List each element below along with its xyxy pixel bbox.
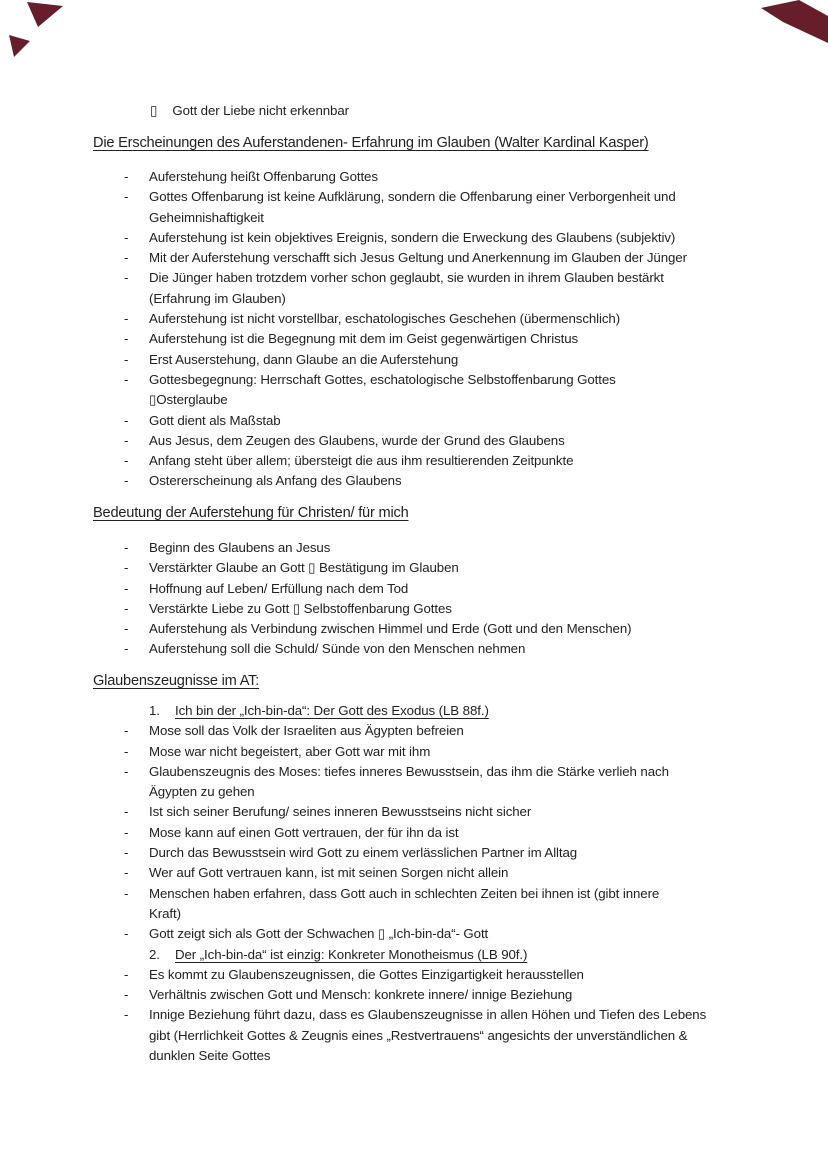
dash-bullet: - [124,560,129,576]
list-line [124,167,687,187]
dash-bullet: - [124,763,129,779]
line-text: Auferstehung ist die Begegnung mit dem im Geist gegenwärtigen Christus [149,331,579,347]
line-text: Auferstehung soll die Schuld/ Sünde von den Menschen nehmen [149,641,526,657]
item-number: 1. [149,703,160,718]
line-text: Geheimnishaftigkeit [149,209,264,225]
list-line [124,721,706,741]
dash-bullet: - [124,412,129,428]
list-line [124,823,706,843]
list-line [124,471,687,491]
line-text: Glaubenszeugnis des Moses: tiefes inneres Bewusstsein, das ihm die Stärke verlieh nach [149,763,669,779]
line-text: Ägypten zu gehen [149,784,255,800]
list-line [124,619,631,639]
list-line [124,431,687,451]
line-text: Auferstehung heißt Offenbarung Gottes [149,169,378,184]
list-line [124,762,706,782]
list-line [124,965,706,985]
line-text: Die Jünger haben trotzdem vorher schon geglaubt, sie wurden in ihrem Glauben bestärkt [149,270,664,286]
dash-bullet [124,208,149,228]
dash-bullet: - [124,311,129,327]
list-line [124,639,631,659]
missing-glyph-icon: ▯ [150,103,158,119]
line-text: Mit der Auferstehung verschafft sich Jesus Geltung und Anerkennung im Glauben der Jünger [149,250,687,266]
section-heading-glaubenszeugnisse: Glaubenszeugnisse im AT: [93,673,260,689]
bullet-list-erscheinungen [124,167,687,492]
bullet-list-glaubenszeugnisse [124,701,706,1066]
line-text: gibt (Herrlichkeit Gottes & Zeugnis eines „Restvertrauens“ angesichts der unverständlichen & [149,1027,688,1043]
line-text: Auferstehung ist kein objektives Ereignis, sondern die Erweckung des Glaubens (subjektiv) [149,229,676,245]
list-line [124,228,687,248]
line-text: Mose soll das Volk der Israeliten aus Ägypten befreien [149,723,464,739]
dash-bullet: - [124,845,129,861]
bullet-list-bedeutung [124,538,631,660]
line-text: Gott dient als Maßstab [149,412,281,428]
line-text: Hoffnung auf Leben/ Erfüllung nach dem Tod [149,580,409,596]
list-line [124,599,631,619]
list-line [124,289,687,309]
line-text: Auferstehung als Verbindung zwischen Himmel und Erde (Gott und den Menschen) [149,621,632,637]
dash-bullet [124,782,149,802]
photo-corner-mark-top-left-small [0,0,828,70]
list-line [124,370,687,390]
line-text: Mose war nicht begeistert, aber Gott war mit ihm [149,743,431,759]
list-line [124,1026,706,1046]
line-text: Kraft) [149,905,181,921]
list-line [124,782,706,802]
line-text: Gott zeigt sich als Gott der Schwachen ▯ „Ich-bin-da“- Gott [149,926,489,942]
list-line [124,248,687,268]
line-text: Der „Ich-bin-da“ ist einzig: Konkreter Monotheismus (LB 90f.) [175,946,528,962]
list-line [124,329,687,349]
dash-bullet: - [124,473,129,489]
line-text: Mose kann auf einen Gott vertrauen, der für ihn da ist [149,824,459,840]
list-line [124,985,706,1005]
list-line [124,208,687,228]
dash-bullet: - [124,432,129,448]
section-heading-bedeutung: Bedeutung der Auferstehung für Christen/ für mich [93,505,409,521]
dash-bullet: - [124,723,129,739]
line-text: Ist sich seiner Berufung/ seines inneren Bewusstseins nicht sicher [149,804,532,820]
dash-bullet: - [124,600,129,616]
line-text: Beginn des Glaubens an Jesus [149,540,331,555]
dash-bullet: - [124,926,129,942]
dash-bullet: - [124,351,129,367]
line-text: Wer auf Gott vertrauen kann, ist mit seinen Sorgen nicht allein [149,865,509,881]
line-text: (Erfahrung im Glauben) [149,290,286,306]
dash-bullet: - [124,371,129,387]
dash-bullet: - [124,229,129,245]
list-line [124,1046,706,1066]
dash-bullet: - [124,804,129,820]
dash-bullet: - [124,169,129,184]
list-line [124,863,706,883]
dash-bullet: - [124,824,129,840]
line-text: Ostererscheinung als Anfang des Glaubens [149,473,402,489]
dash-bullet: - [124,641,129,657]
line-text: Auferstehung ist nicht vorstellbar, eschatologisches Geschehen (übermenschlich) [149,311,621,327]
dash-bullet [124,1026,149,1046]
list-line [124,390,687,410]
list-line [124,1005,706,1025]
line-text: dunklen Seite Gottes [149,1048,271,1064]
dash-bullet: - [124,250,129,266]
line-text: Durch das Bewusstsein wird Gott zu einem verlässlichen Partner im Alltag [149,845,578,861]
list-line [124,884,706,904]
line-text: Gottesbegegnung: Herrschaft Gottes, eschatologische Selbstoffenbarung Gottes [149,371,616,387]
dash-bullet [124,904,149,924]
photo-corner-mark-top-left [0,0,828,70]
line-text: Menschen haben erfahren, dass Gott auch in schlechten Zeiten bei ihnen ist (gibt innere [149,885,660,901]
dash-bullet: - [124,1007,129,1023]
list-line [124,309,687,329]
list-line [124,802,706,822]
list-line [124,579,631,599]
dash-bullet [124,1046,149,1066]
list-line [124,924,706,944]
dash-bullet: - [124,453,129,469]
line-text: Innige Beziehung führt dazu, dass es Glaubenszeugnisse in allen Höhen und Tiefen des Lebens [149,1007,707,1023]
dash-bullet: - [124,189,129,205]
list-line [124,945,706,965]
dash-bullet: - [124,270,129,286]
list-line [124,451,687,471]
line-text: Gottes Offenbarung ist keine Aufklärung, sondern die Offenbarung einer Verborgenheit und [149,189,676,205]
dash-bullet: - [124,331,129,347]
list-line [124,350,687,370]
dash-bullet: - [124,865,129,881]
dash-bullet: - [124,540,129,555]
list-line [124,187,687,207]
list-line [124,538,631,558]
line-text: Verstärkte Liebe zu Gott ▯ Selbstoffenbarung Gottes [149,600,452,616]
line-text: Verstärkter Glaube an Gott ▯ Bestätigung im Glauben [149,560,459,576]
item-number: 2. [149,946,160,962]
list-line [124,411,687,431]
line-text: Ich bin der „Ich-bin-da“: Der Gott des Exodus (LB 88f.) [175,703,489,718]
dash-bullet: - [124,580,129,596]
intro-bullet-text: Gott der Liebe nicht erkennbar [172,103,349,118]
dash-bullet: - [124,885,129,901]
dash-bullet: - [124,987,129,1003]
list-line [124,268,687,288]
line-text: Anfang steht über allem; übersteigt die aus ihm resultierenden Zeitpunkte [149,453,574,469]
dash-bullet [124,289,149,309]
intro-bullet-line [150,101,349,121]
dash-bullet: - [124,743,129,759]
list-line [124,742,706,762]
dash-bullet [124,390,149,410]
photo-corner-mark-top-right [0,0,828,70]
line-text: Verhältnis zwischen Gott und Mensch: konkrete innere/ innige Beziehung [149,987,573,1003]
line-text: ▯Osterglaube [149,392,228,408]
list-line [124,558,631,578]
dash-bullet: - [124,621,129,637]
list-line [124,843,706,863]
list-line [124,904,706,924]
list-line [124,701,706,721]
section-heading-erscheinungen: Die Erscheinungen des Auferstandenen- Erfahrung im Glauben (Walter Kardinal Kasper) [93,135,649,151]
dash-bullet: - [124,966,129,982]
line-text: Erst Auserstehung, dann Glaube an die Auferstehung [149,351,459,367]
line-text: Aus Jesus, dem Zeugen des Glaubens, wurde der Grund des Glaubens [149,432,565,448]
line-text: Es kommt zu Glaubenszeugnissen, die Gottes Einzigartigkeit herausstellen [149,966,584,982]
